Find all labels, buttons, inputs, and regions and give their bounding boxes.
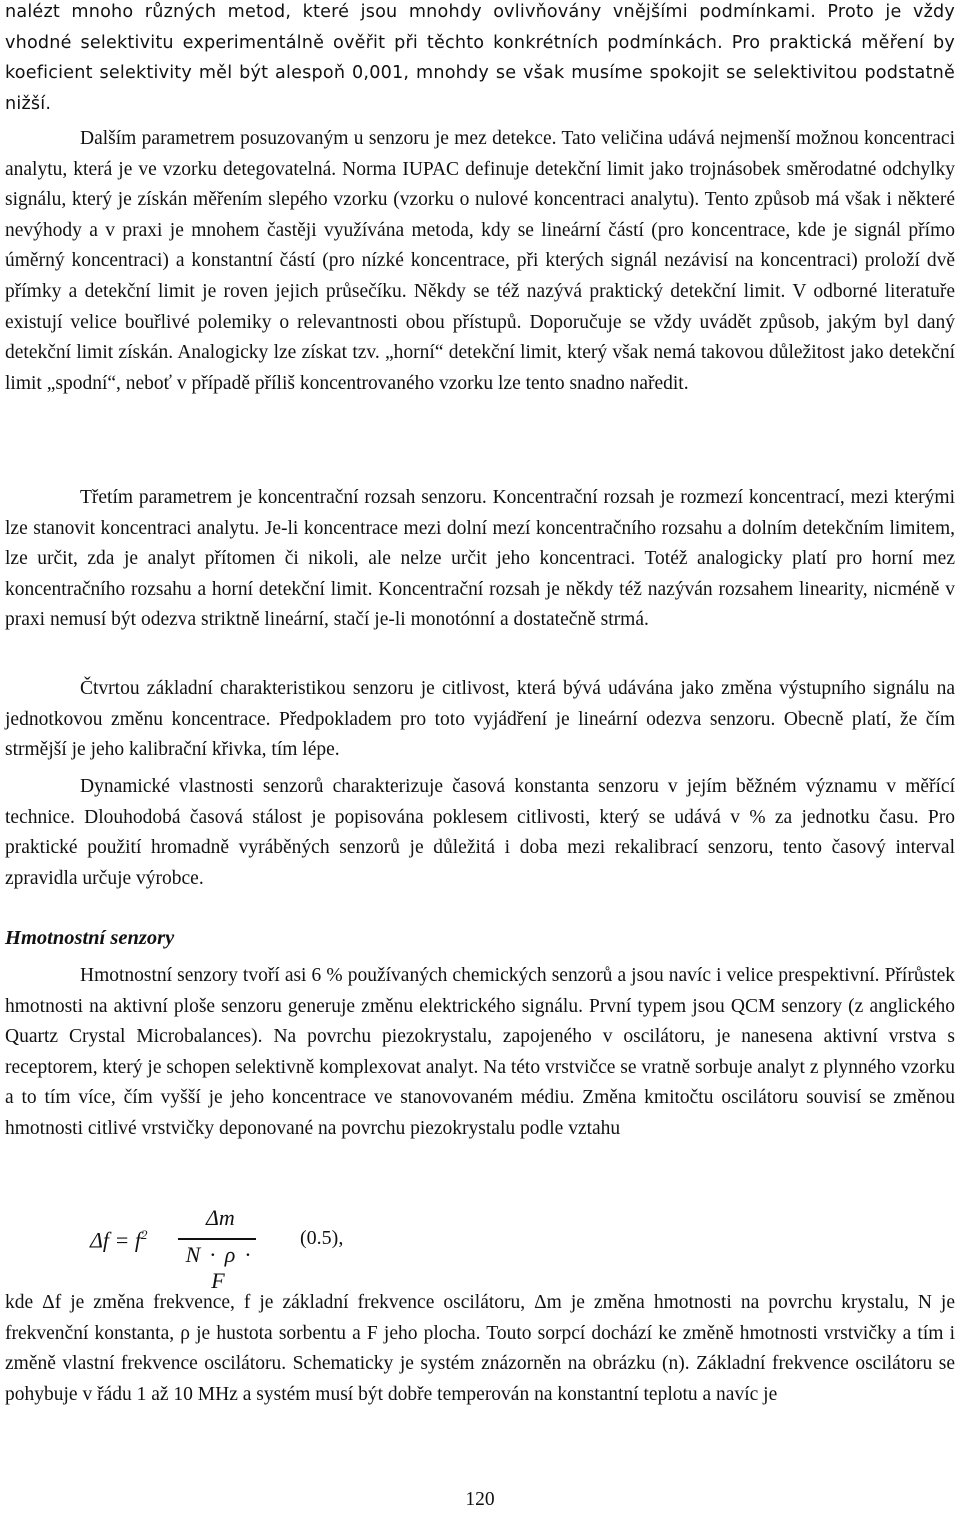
paragraph-mass-sensors: Hmotnostní senzory tvoří asi 6 % používaných chemických senzorů a jsou navíc i velice prespektivní. Přírůstek hmotnosti na aktivní ploše senzoru generuje změnu elektrického signálu. První typem jsou QCM senzory (z anglického Quartz Crystal Microbalances). Na povrchu piezokrystalu, zapojeného v oscilátoru, je nanesena aktivní vrstva s receptorem, který je schopen selektivně komplexovat analyt. Na této vrstvičce se vratně sorbuje analyt z plynného vzorku a to tím více, čím vyšší je jeho koncentrace ve stanovovaném médiu. Změna kmitočtu oscilátoru souvisí se změnou hmotnosti citlivé vrstvičky deponované na povrchu piezokrystalu podle vztahu: [5, 965, 955, 1139]
paragraph-sensitivity: Čtvrtou základní charakteristikou senzoru je citlivost, která bývá udávána jako změna výstupního signálu na jednotkovou změnu koncentrace. Předpokladem pro toto vyjádření je lineární odezva senzoru. Obecně platí, že čím strmější je jeho kalibrační křivka, tím lépe.: [5, 678, 955, 761]
formula-exponent: 2: [140, 1227, 148, 1242]
frequency-formula: [30, 1205, 430, 1293]
page-number: 120: [465, 1489, 495, 1510]
formula-denominator: N · ρ · F: [185, 1242, 251, 1293]
fraction-bar: [178, 1238, 256, 1240]
section-heading: Hmotnostní senzory: [5, 927, 175, 949]
paragraph-formula-explanation: kde Δf je změna frekvence, f je základní frekvence oscilátoru, Δm je změna hmotnosti na povrchu krystalu, N je frekvenční konstanta, ρ je hustota sorbentu a F jeho plocha. Touto sorpcí dochází ke změně hmotnosti vrstvičky a tím i změně vlastní frekvence oscilátoru. Schematicky je systém znázorněn na obrázku (n). Základní frekvence oscilátoru se pohybuje v řádu 1 až 10 MHz a systém musí být dobře temperován na konstantní teplotu a navíc je: [5, 1292, 955, 1405]
formula-lhs: $\Delta f = f^2$: [90, 1227, 148, 1253]
equation-number: (0.5),: [300, 1227, 344, 1249]
paragraph-detection-limit: Dalším parametrem posuzovaným u senzoru je mez detekce. Tato veličina udává nejmenší možnou koncentraci analytu, která je ve vzorku detegovatelná. Norma IUPAC definuje detekční limit jako trojnásobek směrodatné odchylky signálu, který je získán měřením slepého vzorku (vzorku o nulové koncentraci analytu). Tento způsob má však i některé nevýhody a v praxi je mnohem častěji využívána metoda, kdy se lineární částí (pro koncentrace, kde je signál přímo úměrný koncentraci) a konstantní částí (pro nízké koncentrace, při kterých signál nezávisí na koncentraci) proloží dvě přímky a detekční limit je roven jejich průsečíku. Někdy se též nazývá praktický detekční limit. V odborné literatuře existují velice bouřlivé polemiky o relevantnosti obou přístupů. Doporučuje se vždy uvádět způsob, jakým byl daný detekční limit získán. Analogicky lze získat tzv. „horní“ detekční limit, který však nemá takovou důležitost jako detekční limit „spodní“, neboť v případě příliš koncentrovaného vzorku lze tento snadno naředit.: [5, 128, 955, 394]
paragraph-dynamic-properties: Dynamické vlastnosti senzorů charakterizuje časová konstanta senzoru v jejím běžném významu v měřící technice. Dlouhodobá časová stálost je popisována poklesem citlivosti, který se udává v % za jednotku času. Pro praktické použití hromadně vyráběných senzorů je důležitá i doba mezi rekalibrací senzoru, tento časový interval zpravidla určuje výrobce.: [5, 776, 955, 889]
formula-numerator: Δm: [206, 1205, 235, 1230]
paragraph-concentration-range: Třetím parametrem je koncentrační rozsah senzoru. Koncentrační rozsah je rozmezí koncentrací, mezi kterými lze stanovit koncentraci analytu. Je-li koncentrace mezi dolní mezí koncentračního rozsahu a dolním detekčním limitem, lze určit, zda je analyt přítomen či nikoli, ale nelze určit jeho koncentraci. Totéž analogicky platí pro horní mez koncentračního rozsahu a horní detekční limit. Koncentrační rozsah je někdy též nazýván rozsahem linearity, nicméně v praxi nemusí být odezva striktně lineární, stačí je-li monotónní a dostatečně strmá.: [5, 487, 955, 631]
paragraph-selectivity-end: nalézt mnoho různých metod, které jsou mnohdy ovlivňovány vnějšími podmínkami. Proto je vždy vhodné selektivitu experimentálně ověřit při těchto konkrétních podmínkách. Pro praktická měření by koeficient selektivity měl být alespoň 0,001, mnohdy se však musíme spokojit se selektivitou podstatně nižší.: [5, 2, 955, 114]
